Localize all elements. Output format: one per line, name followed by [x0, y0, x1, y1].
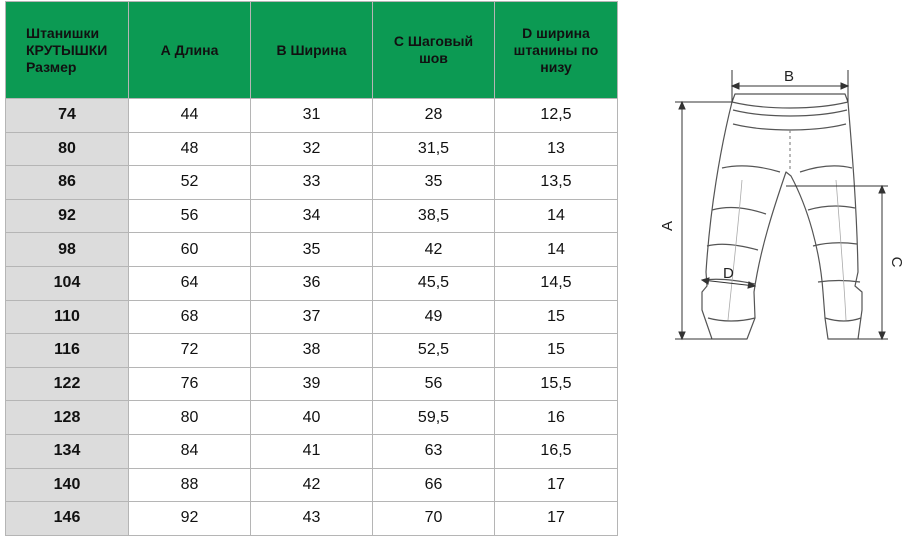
cell-width-b: 42 — [251, 468, 373, 502]
cell-length-a: 68 — [129, 300, 251, 334]
cell-inseam-c: 45,5 — [373, 266, 495, 300]
cell-length-a: 88 — [129, 468, 251, 502]
cell-width-b: 39 — [251, 367, 373, 401]
cell-leg-width-d: 13 — [495, 132, 618, 166]
cell-inseam-c: 42 — [373, 233, 495, 267]
table-row — [6, 468, 618, 502]
cell-size: 74 — [6, 99, 129, 133]
cell-size: 134 — [6, 434, 129, 468]
header-width-b: В Ширина — [251, 2, 373, 99]
table-row — [6, 99, 618, 133]
cell-inseam-c: 49 — [373, 300, 495, 334]
size-chart-table — [5, 1, 618, 536]
cell-width-b: 31 — [251, 99, 373, 133]
table-row — [6, 334, 618, 368]
cell-inseam-c: 28 — [373, 99, 495, 133]
cell-length-a: 44 — [129, 99, 251, 133]
header-row — [6, 2, 618, 99]
cell-width-b: 41 — [251, 434, 373, 468]
cell-length-a: 56 — [129, 199, 251, 233]
cell-leg-width-d: 14 — [495, 233, 618, 267]
cell-leg-width-d: 15,5 — [495, 367, 618, 401]
table-row — [6, 300, 618, 334]
cell-leg-width-d: 17 — [495, 468, 618, 502]
cell-leg-width-d: 12,5 — [495, 99, 618, 133]
label-a: A — [659, 220, 676, 232]
table-row — [6, 132, 618, 166]
cell-inseam-c: 70 — [373, 502, 495, 536]
cell-leg-width-d: 14 — [495, 199, 618, 233]
cell-leg-width-d: 15 — [495, 334, 618, 368]
cell-size: 116 — [6, 334, 129, 368]
cell-width-b: 35 — [251, 233, 373, 267]
cell-leg-width-d: 15 — [495, 300, 618, 334]
cell-width-b: 40 — [251, 401, 373, 435]
cell-length-a: 92 — [129, 502, 251, 536]
cell-size: 128 — [6, 401, 129, 435]
cell-length-a: 72 — [129, 334, 251, 368]
cell-inseam-c: 31,5 — [373, 132, 495, 166]
cell-size: 92 — [6, 199, 129, 233]
cell-leg-width-d: 17 — [495, 502, 618, 536]
waistband — [732, 102, 848, 108]
header-leg-width-d: D ширина штанины по низу — [495, 2, 618, 99]
cell-length-a: 76 — [129, 367, 251, 401]
cell-width-b: 34 — [251, 199, 373, 233]
pants-outline — [702, 94, 862, 339]
table-row — [6, 233, 618, 267]
header-inseam-c: С Шаговый шов — [373, 2, 495, 99]
table-row — [6, 199, 618, 233]
cell-leg-width-d: 16,5 — [495, 434, 618, 468]
cell-inseam-c: 66 — [373, 468, 495, 502]
cell-width-b: 33 — [251, 166, 373, 200]
table-row — [6, 367, 618, 401]
table-row — [6, 434, 618, 468]
cell-leg-width-d: 13,5 — [495, 166, 618, 200]
cell-size: 140 — [6, 468, 129, 502]
table-row — [6, 401, 618, 435]
cell-width-b: 32 — [251, 132, 373, 166]
cell-leg-width-d: 14,5 — [495, 266, 618, 300]
cell-width-b: 43 — [251, 502, 373, 536]
table-row — [6, 266, 618, 300]
cell-leg-width-d: 16 — [495, 401, 618, 435]
label-c: C — [888, 256, 905, 268]
table-row — [6, 166, 618, 200]
cell-width-b: 36 — [251, 266, 373, 300]
cell-inseam-c: 63 — [373, 434, 495, 468]
cell-size: 110 — [6, 300, 129, 334]
table-body — [6, 99, 618, 536]
label-b: B — [784, 68, 795, 85]
cell-inseam-c: 38,5 — [373, 199, 495, 233]
cell-inseam-c: 56 — [373, 367, 495, 401]
cell-size: 104 — [6, 266, 129, 300]
table-row — [6, 502, 618, 536]
header-size: Штанишки КРУТЫШКИ Размер — [6, 2, 129, 99]
header-length-a: А Длина — [129, 2, 251, 99]
cell-length-a: 48 — [129, 132, 251, 166]
cell-width-b: 37 — [251, 300, 373, 334]
cell-inseam-c: 52,5 — [373, 334, 495, 368]
cell-size: 86 — [6, 166, 129, 200]
label-d: D — [723, 265, 734, 282]
cell-length-a: 60 — [129, 233, 251, 267]
cell-size: 146 — [6, 502, 129, 536]
cell-length-a: 80 — [129, 401, 251, 435]
cell-inseam-c: 59,5 — [373, 401, 495, 435]
cell-width-b: 38 — [251, 334, 373, 368]
cell-size: 80 — [6, 132, 129, 166]
cell-length-a: 52 — [129, 166, 251, 200]
left-cuff — [708, 318, 755, 321]
cell-inseam-c: 35 — [373, 166, 495, 200]
cell-size: 98 — [6, 233, 129, 267]
pants-diagram — [659, 60, 905, 350]
cell-length-a: 84 — [129, 434, 251, 468]
cell-length-a: 64 — [129, 266, 251, 300]
cell-size: 122 — [6, 367, 129, 401]
right-cuff — [825, 318, 861, 321]
